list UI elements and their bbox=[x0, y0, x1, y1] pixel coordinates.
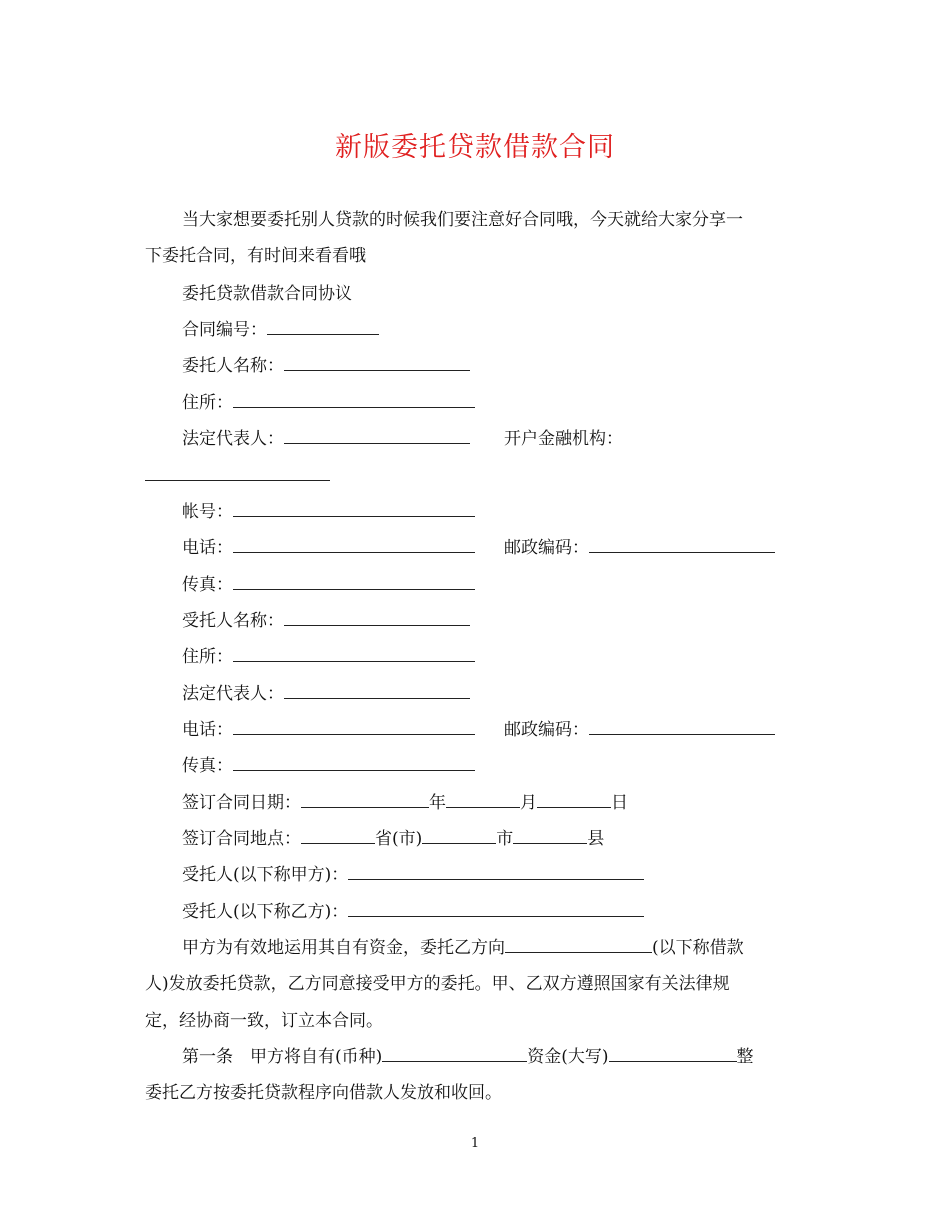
para1-text-b: (以下称借款 bbox=[652, 938, 744, 958]
sign-date-row bbox=[182, 789, 628, 817]
month-label: 月 bbox=[520, 793, 537, 813]
trustee-name-row bbox=[182, 607, 470, 635]
trustee-phone-row bbox=[182, 716, 475, 744]
amount-blank[interactable] bbox=[609, 1043, 737, 1062]
trustee-legal-rep-row bbox=[182, 680, 470, 708]
trustee-address-label: 住所： bbox=[182, 647, 233, 667]
party-a-blank[interactable] bbox=[348, 861, 644, 880]
account-row bbox=[182, 498, 475, 526]
contract-no-blank[interactable] bbox=[267, 316, 379, 335]
contract-no-row bbox=[182, 316, 379, 344]
principal-fax-row bbox=[182, 571, 475, 599]
principal-phone-row bbox=[182, 534, 475, 562]
intro-line-2: 下委托合同，有时间来看看哦 bbox=[145, 246, 366, 266]
trustee-name-label: 受托人名称： bbox=[182, 611, 284, 631]
article1-line-1 bbox=[182, 1043, 754, 1071]
trustee-fax-row bbox=[182, 752, 475, 780]
sign-place-row bbox=[182, 825, 604, 853]
bank-row bbox=[145, 462, 330, 490]
para1-line-3: 定，经协商一致，订立本合同。 bbox=[145, 1011, 383, 1031]
sign-date-label: 签订合同日期： bbox=[182, 793, 301, 813]
article1-line-2: 委托乙方按委托贷款程序向借款人发放和收回。 bbox=[145, 1083, 502, 1103]
intro-line-1: 当大家想要委托别人贷款的时候我们要注意好合同哦，今天就给大家分享一 bbox=[182, 210, 743, 230]
sign-place-label: 签订合同地点： bbox=[182, 829, 301, 849]
para1-text-a: 甲方为有效地运用其自有资金，委托乙方向 bbox=[182, 938, 505, 958]
trustee-phone-blank[interactable] bbox=[233, 716, 475, 735]
currency-blank[interactable] bbox=[382, 1043, 527, 1062]
article1-text-a: 第一条 甲方将自有(币种) bbox=[182, 1047, 383, 1067]
borrower-blank[interactable] bbox=[505, 934, 652, 953]
account-blank[interactable] bbox=[233, 498, 475, 517]
para1-line-1 bbox=[182, 934, 744, 962]
principal-legal-rep-blank[interactable] bbox=[284, 425, 470, 444]
principal-name-blank[interactable] bbox=[284, 352, 470, 371]
principal-address-row bbox=[182, 389, 475, 417]
party-a-row bbox=[182, 861, 644, 889]
party-b-row bbox=[182, 898, 644, 926]
principal-address-label: 住所： bbox=[182, 393, 233, 413]
page-number: 1 bbox=[470, 1136, 480, 1151]
trustee-address-row bbox=[182, 643, 475, 671]
trustee-address-blank[interactable] bbox=[233, 643, 475, 662]
party-b-blank[interactable] bbox=[348, 898, 644, 917]
city-label: 市 bbox=[496, 829, 514, 849]
para1-line-2: 人)发放委托贷款，乙方同意接受甲方的委托。甲、乙双方遵照国家有关法律规 bbox=[145, 974, 730, 994]
province-blank[interactable] bbox=[301, 825, 375, 844]
principal-phone-label: 电话： bbox=[182, 538, 233, 558]
agreement-heading: 委托贷款借款合同协议 bbox=[182, 284, 352, 304]
city-blank[interactable] bbox=[422, 825, 496, 844]
principal-legal-rep-row bbox=[182, 425, 470, 453]
trustee-fax-label: 传真： bbox=[182, 756, 233, 776]
county-blank[interactable] bbox=[513, 825, 587, 844]
province-label: 省(市) bbox=[375, 829, 423, 849]
article1-text-c: 整 bbox=[736, 1047, 754, 1067]
trustee-postcode-row bbox=[504, 716, 775, 744]
trustee-name-blank[interactable] bbox=[284, 607, 470, 626]
account-label: 帐号： bbox=[182, 502, 233, 522]
principal-name-row bbox=[182, 352, 470, 380]
bank-label: 开户金融机构： bbox=[504, 429, 623, 449]
bank-blank[interactable] bbox=[145, 462, 330, 481]
principal-fax-blank[interactable] bbox=[233, 571, 475, 590]
sign-year-blank[interactable] bbox=[301, 789, 429, 808]
trustee-fax-blank[interactable] bbox=[233, 752, 475, 771]
principal-legal-rep-label: 法定代表人： bbox=[182, 429, 284, 449]
day-label: 日 bbox=[611, 793, 628, 813]
trustee-phone-label: 电话： bbox=[182, 720, 233, 740]
principal-phone-blank[interactable] bbox=[233, 534, 475, 553]
trustee-postcode-blank[interactable] bbox=[589, 716, 775, 735]
principal-postcode-blank[interactable] bbox=[589, 534, 775, 553]
trustee-legal-rep-label: 法定代表人： bbox=[182, 684, 284, 704]
contract-no-label: 合同编号： bbox=[182, 320, 267, 340]
trustee-legal-rep-blank[interactable] bbox=[284, 680, 470, 699]
principal-fax-label: 传真： bbox=[182, 575, 233, 595]
sign-day-blank[interactable] bbox=[537, 789, 611, 808]
county-label: 县 bbox=[587, 829, 605, 849]
principal-postcode-label: 邮政编码： bbox=[504, 538, 589, 558]
party-a-label: 受托人(以下称甲方)： bbox=[182, 865, 349, 885]
year-label: 年 bbox=[429, 793, 446, 813]
party-b-label: 受托人(以下称乙方)： bbox=[182, 902, 349, 922]
document-title: 新版委托贷款借款合同 bbox=[335, 132, 615, 163]
trustee-postcode-label: 邮政编码： bbox=[504, 720, 589, 740]
principal-postcode-row bbox=[504, 534, 775, 562]
principal-name-label: 委托人名称： bbox=[182, 356, 284, 376]
article1-text-b: 资金(大写) bbox=[527, 1047, 609, 1067]
sign-month-blank[interactable] bbox=[446, 789, 520, 808]
principal-address-blank[interactable] bbox=[233, 389, 475, 408]
